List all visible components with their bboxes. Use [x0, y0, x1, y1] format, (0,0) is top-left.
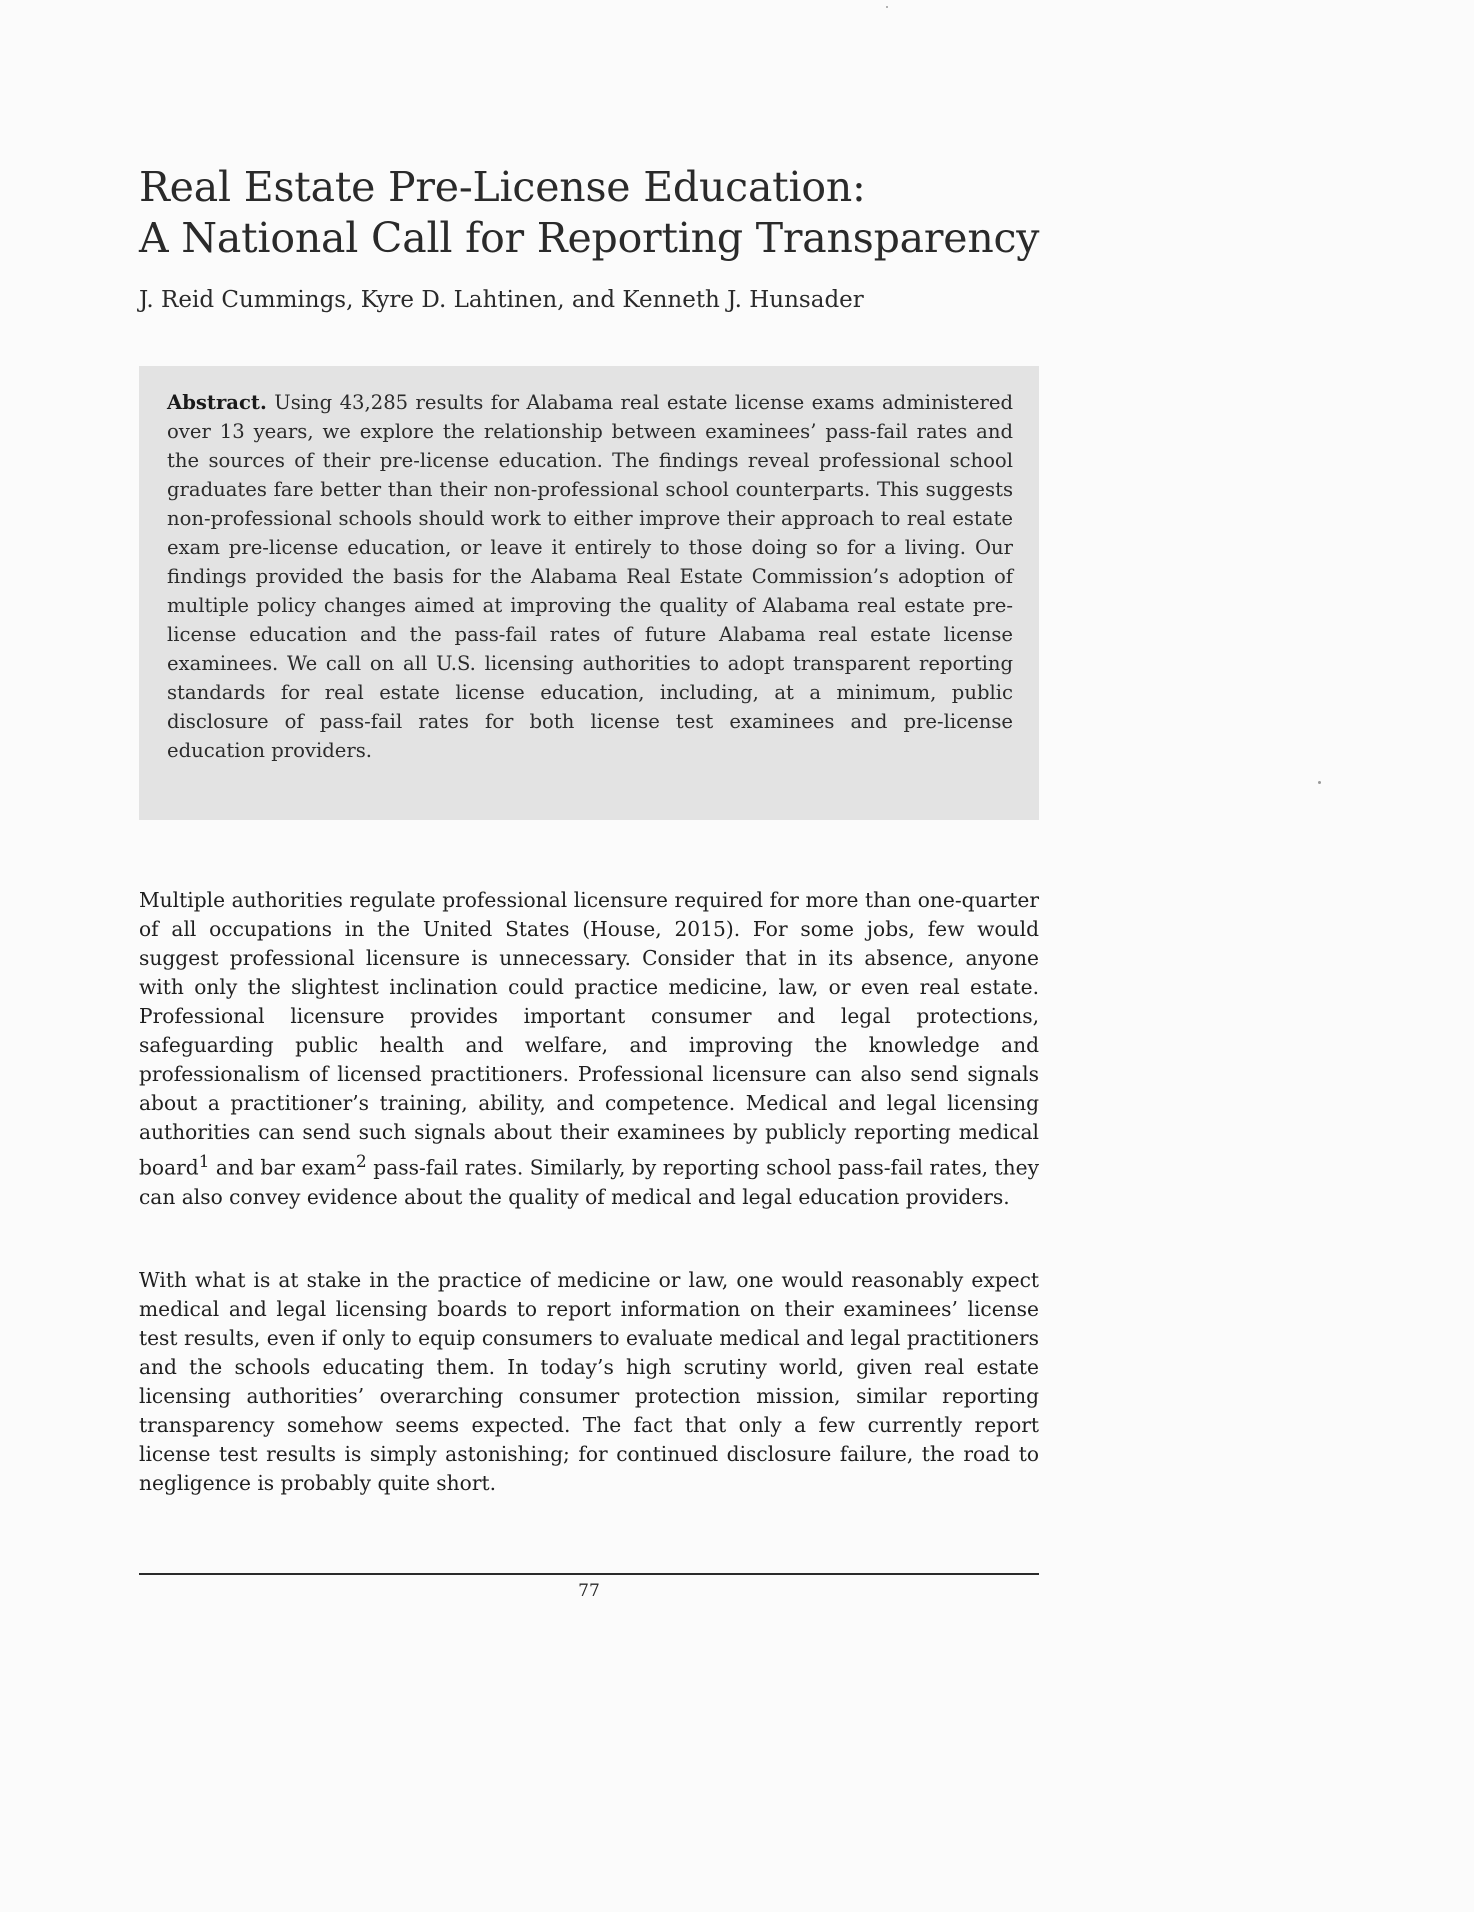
page-number: 77 [578, 1581, 600, 1601]
paragraph-1-text-b: and bar exam [209, 1155, 357, 1180]
paper-title [139, 162, 1039, 264]
abstract-body: Using 43,285 results for Alabama real estate license exams administered over 13 years, we explore the relationship between examinees’ pass-fail rates and the sources of their pre-license education. The findings reveal professional school graduates fare better than their non-professional school counterparts. This suggests non-professional schools should work to either improve their approach to real estate exam pre-license education, or leave it entirely to those doing so for a living. Our findings provided the basis for the Alabama Real Estate Commission’s adoption of multiple policy changes aimed at improving the quality of Alabama real estate pre-license education and the pass-fail rates of future Alabama real estate license examinees. We call on all U.S. licensing authorities to adopt transparent reporting standards for real estate license education, including, at a minimum, public disclosure of pass-fail rates for both license test examinees and pre-license education providers. [167, 391, 1013, 762]
footnote-marker-1[interactable]: 1 [198, 1151, 210, 1171]
body-paragraph-1 [139, 886, 1039, 1212]
scan-speck [1318, 781, 1321, 784]
author-list: J. Reid Cummings, Kyre D. Lahtinen, and Kenneth J. Hunsader [139, 287, 864, 313]
body-paragraph-2: With what is at stake in the practice of medicine or law, one would reasonably expect medical and legal licensing boards to report information on their examinees’ license test results, even if only to equip consumers to evaluate medical and legal practitioners and the schools educating them. In today’s high scrutiny world, given real estate licensing authorities’ overarching consumer protection mission, similar reporting transparency somehow seems expected. The fact that only a few currently report license test results is simply astonishing; for continued disclosure failure, the road to negligence is probably quite short. [139, 1268, 1039, 1495]
abstract-box [139, 366, 1039, 820]
abstract-paragraph [167, 388, 1013, 765]
footnote-marker-2[interactable]: 2 [356, 1151, 367, 1171]
paragraph-1-text-a: Multiple authorities regulate professional licensure required for more than one-quarter of all occupations in the United States (House, 2015). For some jobs, few would suggest professional licensure is unnecessary. Consider that in its absence, anyone with only the slightest inclination could practice medicine, law, or even real estate. Professional licensure provides important consumer and legal protections, safeguarding public health and welfare, and improving the knowledge and professionalism of licensed practitioners. Professional licensure can also send signals about a practitioner’s training, ability, and competence. Medical and legal licensing authorities can send such signals about their examinees by publicly reporting medical board [139, 888, 1039, 1180]
paragraph-1-text-c: pass-fail rates. Similarly, by reporting school pass-fail rates, they can also convey evidence about the quality of medical and legal education providers. [139, 1155, 1039, 1209]
scan-speck [886, 6, 888, 8]
abstract-label: Abstract. [167, 391, 267, 414]
title-line-1: Real Estate Pre-License Education: [139, 163, 866, 211]
footer-divider [139, 1573, 1039, 1575]
title-line-2: A National Call for Reporting Transparency [139, 214, 1040, 262]
